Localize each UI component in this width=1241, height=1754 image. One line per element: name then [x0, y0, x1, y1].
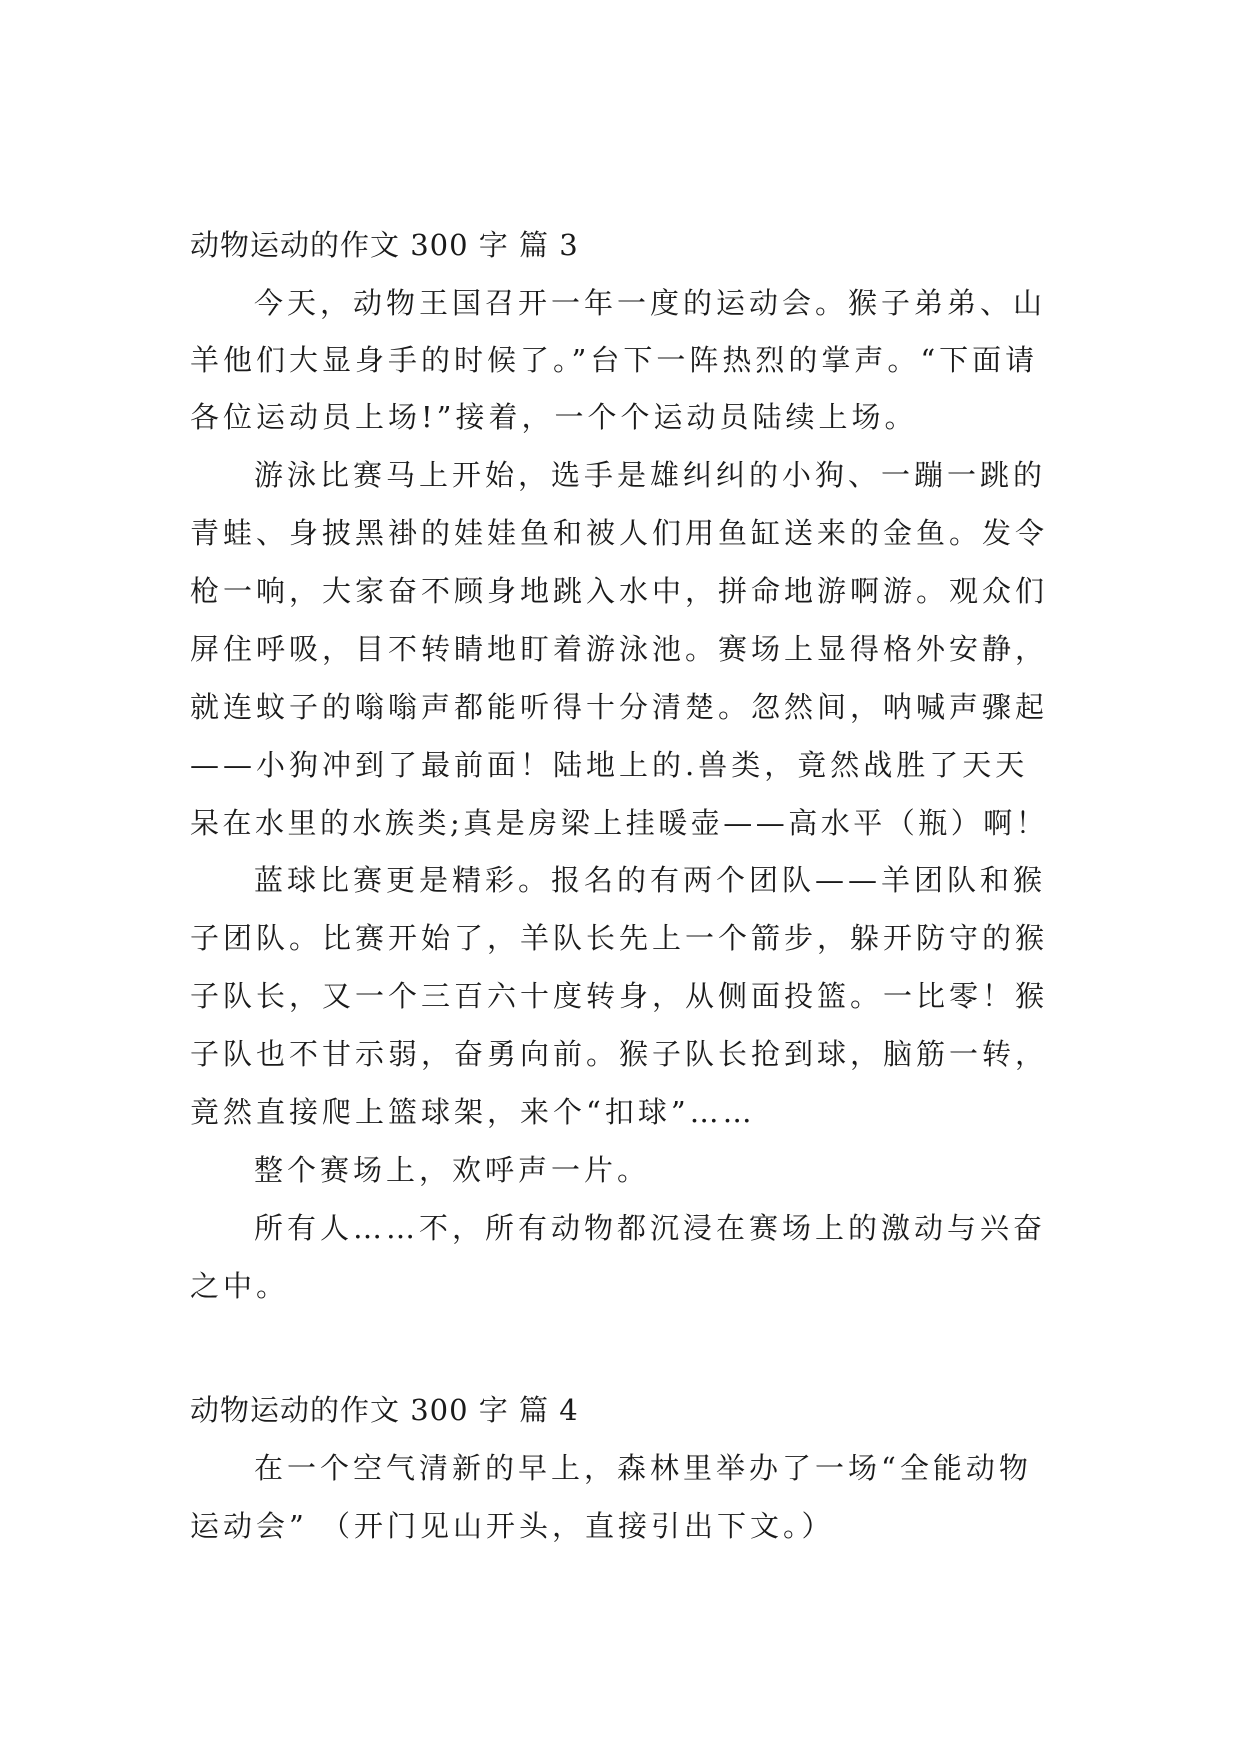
text-line: 所有人……不，所有动物都沉浸在赛场上的激动与兴奋: [254, 1211, 1047, 1245]
text-line: 蓝球比赛更是精彩。报名的有两个团队——羊团队和猴: [254, 863, 1047, 897]
text-line: 呆在水里的水族类;真是房梁上挂暖壶——高水平（瓶）啊！: [190, 806, 1049, 840]
text-line: 各位运动员上场!”接着，一个个运动员陆续上场。: [190, 400, 918, 434]
text-line: ——小狗冲到了最前面！陆地上的.兽类，竟然战胜了天天: [190, 748, 1029, 782]
text-line: 子团队。比赛开始了，羊队长先上一个箭步，躲开防守的猴: [190, 921, 1049, 955]
text-line: 羊他们大显身手的时候了。”台下一阵热烈的掌声。“下面请: [190, 343, 1039, 377]
text-line: 之中。: [190, 1269, 290, 1303]
text-line: 枪一响，大家奋不顾身地跳入水中，拼命地游啊游。观众们: [190, 574, 1049, 608]
text-line: 竟然直接爬上篮球架，来个“扣球”……: [190, 1095, 756, 1129]
text-line: 青蛙、身披黑褂的娃娃鱼和被人们用鱼缸送来的金鱼。发令: [190, 516, 1049, 550]
text-line: 在一个空气清新的早上，森林里举办了一场“全能动物: [254, 1451, 1032, 1485]
text-line: 运动会” （开门见山开头，直接引出下文。）: [190, 1509, 835, 1543]
text-line: 屏住呼吸，目不转睛地盯着游泳池。赛场上显得格外安静，: [190, 632, 1049, 666]
text-line: 今天，动物王国召开一年一度的运动会。猴子弟弟、山: [254, 286, 1047, 320]
section-4-heading: 动物运动的作文 300 字 篇 4: [190, 1393, 579, 1427]
text-line: 就连蚊子的嗡嗡声都能听得十分清楚。忽然间，呐喊声骤起: [190, 690, 1049, 724]
text-line: 整个赛场上，欢呼声一片。: [254, 1153, 651, 1187]
text-line: 子队长，又一个三百六十度转身，从侧面投篮。一比零！猴: [190, 979, 1049, 1013]
text-line: 子队也不甘示弱，奋勇向前。猴子队长抢到球，脑筋一转，: [190, 1037, 1049, 1071]
section-3-heading: 动物运动的作文 300 字 篇 3: [190, 228, 579, 262]
text-line: 游泳比赛马上开始，选手是雄纠纠的小狗、一蹦一跳的: [254, 458, 1047, 492]
